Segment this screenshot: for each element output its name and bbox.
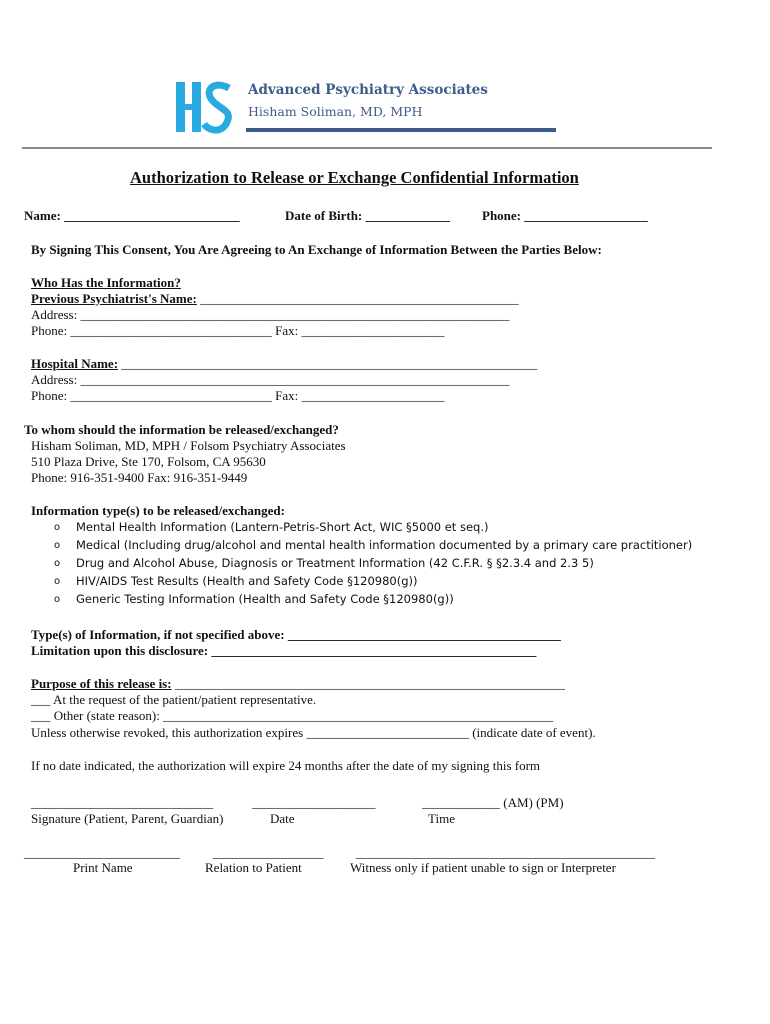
- hospital-address-field[interactable]: Address: __________________________________________________________________: [31, 372, 510, 387]
- other-types-field[interactable]: Type(s) of Information, if not specified above: __________________________________________: [31, 627, 561, 642]
- logo-mark: [174, 80, 236, 134]
- bullet-icon: o: [54, 522, 61, 533]
- recipient-line-2: 510 Plaza Drive, Ste 170, Folsom, CA 95630: [31, 454, 266, 469]
- psychiatrist-label: Previous Psychiatrist's Name:: [31, 291, 197, 306]
- hospital-phone-fax-field[interactable]: Phone: _______________________________ Fax: ______________________: [31, 388, 445, 403]
- bullet-icon: o: [54, 576, 61, 587]
- header-accent-bar: [246, 128, 556, 132]
- hospital-line: ________________________________________________________________: [118, 356, 538, 371]
- limitation-field[interactable]: Limitation upon this disclosure: __________________________________________________: [31, 643, 537, 658]
- org-name: Advanced Psychiatry Associates: [248, 82, 488, 98]
- relation-label: Relation to Patient: [205, 860, 302, 875]
- expiry-note: If no date indicated, the authorization will expire 24 months after the date of my signing this form: [31, 758, 541, 773]
- recipient-heading: To whom should the information be released/exchanged?: [24, 422, 339, 437]
- print-name-label: Print Name: [73, 860, 133, 875]
- purpose-line: ____________________________________________________________: [171, 676, 565, 691]
- purpose-option-other[interactable]: ___ Other (state reason): ____________________________________________________________: [31, 708, 554, 723]
- page-title: Authorization to Release or Exchange Confidential Information: [130, 168, 579, 187]
- signature-label: Signature (Patient, Parent, Guardian): [31, 811, 224, 826]
- date-label: Date: [270, 811, 295, 826]
- hospital-name-field[interactable]: [31, 356, 537, 372]
- purpose-label: Purpose of this release is:: [31, 676, 172, 691]
- signature-line[interactable]: ____________________________: [31, 795, 213, 810]
- recipient-line-3: Phone: 916-351-9400 Fax: 916-351-9449: [31, 470, 248, 485]
- info-type-item[interactable]: Drug and Alcohol Abuse, Diagnosis or Treatment Information (42 C.F.R. § §2.3.4 and 2.3 5): [76, 556, 594, 570]
- bullet-icon: o: [54, 558, 61, 569]
- bullet-icon: o: [54, 540, 61, 551]
- relation-line[interactable]: _________________: [213, 845, 324, 860]
- hospital-label: Hospital Name:: [31, 356, 119, 371]
- time-line[interactable]: ____________ (AM) (PM): [422, 795, 564, 810]
- purpose-field[interactable]: [31, 676, 565, 692]
- info-types-heading: Information type(s) to be released/exchanged:: [31, 503, 285, 518]
- witness-line[interactable]: ______________________________________________: [356, 845, 655, 860]
- witness-label: Witness only if patient unable to sign or Interpreter: [350, 860, 616, 875]
- recipient-line-1: Hisham Soliman, MD, MPH / Folsom Psychiatry Associates: [31, 438, 346, 453]
- info-type-item[interactable]: Medical (Including drug/alcohol and mental health information documented by a primary care practitioner): [76, 538, 693, 552]
- print-name-line[interactable]: ________________________: [24, 845, 180, 860]
- bullet-icon: o: [54, 594, 61, 605]
- who-has-heading: Who Has the Information?: [31, 275, 181, 290]
- info-type-item[interactable]: Generic Testing Information (Health and Safety Code §120980(g)): [76, 592, 454, 606]
- phone-fax-field[interactable]: Phone: _______________________________ Fax: ______________________: [31, 323, 445, 338]
- info-type-item[interactable]: HIV/AIDS Test Results (Health and Safety Code §120980(g)): [76, 574, 418, 588]
- header-divider: [22, 147, 712, 149]
- previous-psychiatrist-field[interactable]: [31, 291, 519, 307]
- doctor-name: Hisham Soliman, MD, MPH: [248, 104, 423, 119]
- psychiatrist-line: _________________________________________________: [196, 291, 519, 306]
- dob-field[interactable]: Date of Birth: _____________: [285, 208, 451, 223]
- info-type-item[interactable]: Mental Health Information (Lantern-Petris-Short Act, WIC §5000 et seq.): [76, 520, 489, 534]
- time-label: Time: [428, 811, 455, 826]
- purpose-option-request[interactable]: ___ At the request of the patient/patient representative.: [31, 692, 317, 707]
- date-line[interactable]: ___________________: [252, 795, 376, 810]
- expiration-field[interactable]: Unless otherwise revoked, this authorization expires _________________________ (indicate date of event).: [31, 725, 596, 740]
- consent-statement: By Signing This Consent, You Are Agreeing to An Exchange of Information Between the Parties Below:: [31, 242, 602, 257]
- patient-name-field[interactable]: Name: ___________________________: [24, 208, 240, 223]
- address-field[interactable]: Address: __________________________________________________________________: [31, 307, 510, 322]
- phone-field[interactable]: Phone: ___________________: [482, 208, 648, 223]
